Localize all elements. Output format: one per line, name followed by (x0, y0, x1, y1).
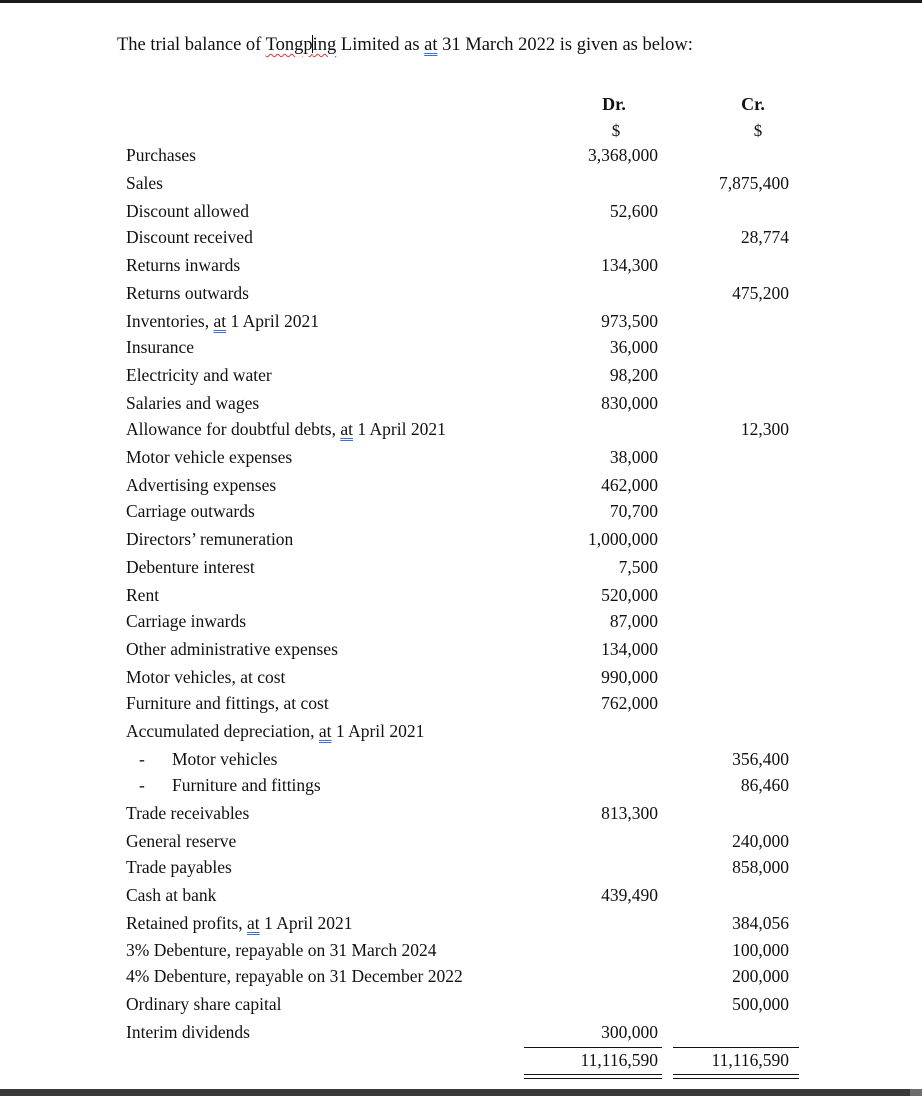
debit-amount: 1,000,000 (588, 529, 658, 549)
intro-at-word: at (424, 35, 438, 55)
table-row (126, 693, 806, 719)
dr-currency-symbol: $ (611, 121, 621, 140)
row-label: 4% Debenture, repayable on 31 December 2022 (126, 966, 463, 986)
cr-currency-symbol: $ (753, 121, 763, 140)
table-row (126, 913, 806, 939)
row-label: Debenture interest (126, 557, 255, 577)
table-row (126, 1022, 806, 1048)
intro-text-2: Limited as (336, 35, 425, 55)
row-label (126, 721, 424, 742)
debit-amount: 973,500 (601, 311, 658, 331)
table-row (126, 337, 806, 363)
table-row (126, 173, 806, 199)
table-row (126, 255, 806, 281)
debit-amount: 813,300 (601, 803, 658, 823)
label-text: Inventories, (126, 311, 214, 331)
total-rule-top-dr (524, 1047, 662, 1048)
total-cr: 11,116,590 (711, 1050, 789, 1070)
credit-amount: 86,460 (740, 775, 789, 795)
table-row (126, 419, 806, 445)
row-label: Discount allowed (126, 201, 249, 221)
total-dr: 11,116,590 (580, 1050, 658, 1070)
table-row (126, 447, 806, 473)
table-row (126, 966, 806, 992)
row-label: Returns outwards (126, 283, 249, 303)
row-label: Furniture and fittings, at cost (126, 693, 329, 713)
row-label: Carriage inwards (126, 611, 247, 631)
cr-column-heading: Cr. (741, 94, 765, 114)
credit-amount: 7,875,400 (719, 173, 789, 193)
debit-amount: 36,000 (609, 337, 658, 357)
sub-item-dash: - (139, 775, 145, 795)
table-row (126, 803, 806, 829)
label-text: Retained profits, (126, 913, 248, 933)
debit-amount: 3,368,000 (588, 145, 658, 165)
company-name (266, 35, 337, 55)
table-row (126, 501, 806, 527)
total-double-rule-dr-2 (524, 1078, 662, 1079)
debit-amount: 462,000 (601, 475, 658, 495)
table-row (126, 940, 806, 966)
dr-column-heading: Dr. (602, 94, 626, 114)
debit-amount: 38,000 (609, 447, 658, 467)
table-row (126, 283, 806, 309)
label-text: 1 April 2021 (331, 721, 425, 741)
credit-amount: 475,200 (732, 283, 789, 303)
table-row (126, 831, 806, 857)
intro-text-3: 31 March 2022 is given as below: (437, 35, 693, 55)
scrollbar-thumb[interactable] (910, 1089, 922, 1096)
row-label: Discount received (126, 227, 253, 247)
row-label: Returns inwards (126, 255, 241, 275)
sub-item-dash: - (139, 749, 145, 769)
label-text: 1 April 2021 (259, 913, 353, 933)
credit-amount: 240,000 (732, 831, 789, 851)
row-label (126, 311, 319, 332)
row-label: 3% Debenture, repayable on 31 March 2024 (126, 940, 437, 960)
label-text: 1 April 2021 (226, 311, 319, 331)
table-row (126, 227, 806, 253)
row-label (139, 749, 277, 770)
company-name-part-1: Tongp (265, 35, 313, 55)
row-label: Advertising expenses (126, 475, 277, 495)
row-label: Electricity and water (126, 365, 272, 385)
credit-amount: 12,300 (740, 419, 789, 439)
debit-amount: 520,000 (601, 585, 658, 605)
row-label: Cash at bank (126, 885, 217, 905)
company-name-part-2: ing (312, 35, 337, 55)
at-word: at (318, 721, 332, 741)
row-label: Salaries and wages (126, 393, 260, 413)
totals-row (126, 1050, 806, 1076)
table-row (126, 311, 806, 337)
credit-amount: 858,000 (732, 857, 789, 877)
total-rule-top-cr (673, 1047, 799, 1048)
debit-amount: 70,700 (609, 501, 658, 521)
debit-amount: 98,200 (609, 365, 658, 385)
at-word: at (247, 913, 260, 933)
label-text: Accumulated depreciation, (126, 721, 319, 741)
debit-amount: 7,500 (618, 557, 658, 577)
row-label: Directors’ remuneration (126, 529, 294, 549)
row-label: Motor vehicles, at cost (126, 667, 286, 687)
row-label (126, 913, 353, 934)
row-label (126, 419, 446, 440)
row-label: Trade payables (126, 857, 232, 877)
debit-amount: 762,000 (601, 693, 658, 713)
table-row (126, 721, 806, 747)
debit-amount: 87,000 (609, 611, 658, 631)
bottom-scrollbar[interactable] (0, 1089, 922, 1096)
debit-amount: 134,000 (601, 639, 658, 659)
credit-amount: 100,000 (732, 940, 789, 960)
intro-text-1: The trial balance of (117, 35, 266, 55)
debit-amount: 990,000 (601, 667, 658, 687)
table-row (126, 475, 806, 501)
table-row (126, 365, 806, 391)
row-label: Insurance (126, 337, 195, 357)
label-text: 1 April 2021 (352, 419, 446, 439)
row-label: Interim dividends (126, 1022, 250, 1042)
table-row (126, 667, 806, 693)
table-row (126, 994, 806, 1020)
credit-amount: 356,400 (732, 749, 789, 769)
debit-amount: 134,300 (601, 255, 658, 275)
row-label: Sales (126, 173, 163, 193)
table-row (126, 585, 806, 611)
debit-amount: 300,000 (601, 1022, 658, 1042)
table-row (126, 749, 806, 775)
table-row (126, 639, 806, 665)
top-border (0, 0, 922, 3)
credit-amount: 384,056 (732, 913, 789, 933)
credit-amount: 500,000 (732, 994, 789, 1014)
debit-amount: 439,490 (601, 885, 658, 905)
row-label: Carriage outwards (126, 501, 255, 521)
credit-amount: 200,000 (732, 966, 789, 986)
total-double-rule-cr-1 (673, 1074, 799, 1075)
table-row (126, 857, 806, 883)
table-row (126, 775, 806, 801)
intro-sentence (117, 35, 693, 56)
row-label (139, 775, 321, 796)
sub-item-label: Furniture and fittings (172, 775, 321, 795)
label-text: Allowance for doubtful debts, (126, 419, 341, 439)
credit-amount: 28,774 (740, 227, 789, 247)
debit-amount: 830,000 (601, 393, 658, 413)
row-label: Motor vehicle expenses (126, 447, 293, 467)
row-label: Purchases (126, 145, 196, 165)
table-row (126, 393, 806, 419)
at-word: at (340, 419, 353, 439)
table-row (126, 529, 806, 555)
total-double-rule-dr-1 (524, 1074, 662, 1075)
debit-amount: 52,600 (609, 201, 658, 221)
table-row (126, 557, 806, 583)
at-word: at (213, 311, 227, 331)
sub-item-label: Motor vehicles (172, 749, 278, 769)
row-label: Ordinary share capital (126, 994, 282, 1014)
row-label: Rent (126, 585, 160, 605)
table-row (126, 201, 806, 227)
table-row (126, 611, 806, 637)
total-double-rule-cr-2 (673, 1078, 799, 1079)
row-label: Trade receivables (126, 803, 250, 823)
table-row (126, 145, 806, 171)
table-row (126, 885, 806, 911)
row-label: General reserve (126, 831, 237, 851)
row-label: Other administrative expenses (126, 639, 338, 659)
